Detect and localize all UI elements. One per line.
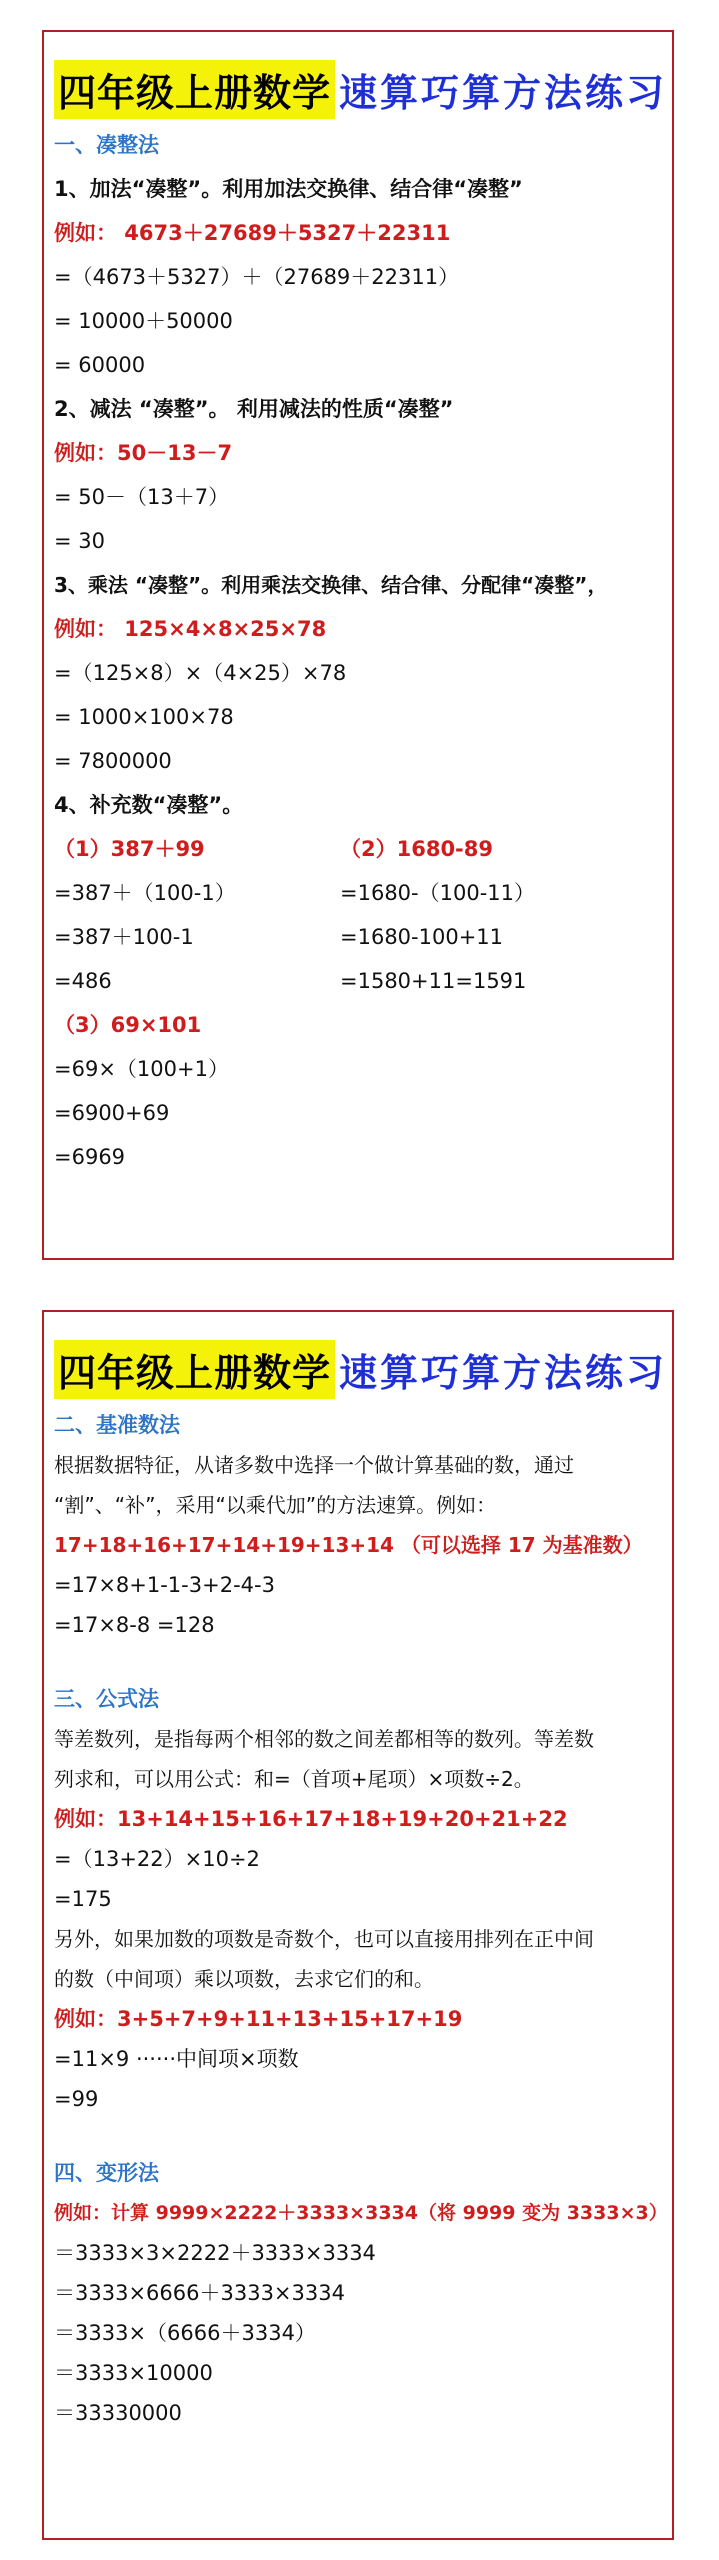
step-line: ＝3333×10000 xyxy=(54,2361,213,2385)
step-line: =（125×8）×（4×25）×78 xyxy=(54,661,347,685)
step-line: ＝33330000 xyxy=(54,2401,182,2425)
text-line: 的数（中间项）乘以项数，去求它们的和。 xyxy=(54,1967,434,1991)
step-line: = 30 xyxy=(54,529,105,553)
step-line: =17×8+1-1-3+2-4-3 xyxy=(54,1573,275,1597)
text-line: 2、减法 “凑整”。 利用减法的性质“凑整” xyxy=(54,397,454,421)
text-line: 另外，如果加数的项数是奇数个，也可以直接用排列在正中间 xyxy=(54,1927,594,1951)
step-line: =486 xyxy=(54,969,112,993)
section-heading: 三、公式法 xyxy=(54,1687,159,1711)
step-line: =（4673＋5327）＋（27689＋22311） xyxy=(54,265,460,289)
example-line: 例如：13+14+15+16+17+18+19+20+21+22 xyxy=(54,1807,568,1831)
step-line: =6900+69 xyxy=(54,1101,170,1125)
text-line: 根据数据特征，从诸多数中选择一个做计算基础的数，通过 xyxy=(54,1453,574,1477)
title-highlight: 四年级上册数学 xyxy=(54,60,335,119)
text-line: 4、补充数“凑整”。 xyxy=(54,793,244,817)
title-highlight: 四年级上册数学 xyxy=(54,1340,335,1399)
step-line: =1680-（100-11） xyxy=(340,881,535,905)
page-title xyxy=(54,1340,667,1399)
example-line: 例如：3+5+7+9+11+13+15+17+19 xyxy=(54,2007,463,2031)
example-line: 17+18+16+17+14+19+13+14 （可以选择 17 为基准数） xyxy=(54,1533,643,1557)
step-line: ＝3333×6666＋3333×3334 xyxy=(54,2281,345,2305)
text-line: 3、乘法 “凑整”。利用乘法交换律、结合律、分配律“凑整”， xyxy=(54,573,608,597)
text-line: “割”、“补”，采用“以乘代加”的方法速算。例如： xyxy=(54,1493,497,1517)
step-line: = 50－（13＋7） xyxy=(54,485,230,509)
section-heading: 四、变形法 xyxy=(54,2161,159,2185)
step-line: =1680-100+11 xyxy=(340,925,504,949)
title-rest: 速算巧算方法练习 xyxy=(339,1350,668,1395)
example-line: 例如： 4673＋27689＋5327＋22311 xyxy=(54,221,451,245)
example-title: （2）1680-89 xyxy=(340,837,493,861)
text-line: 等差数列，是指每两个相邻的数之间差都相等的数列。等差数 xyxy=(54,1727,594,1751)
section-heading: 一、凑整法 xyxy=(54,133,159,157)
title-rest: 速算巧算方法练习 xyxy=(339,70,668,115)
step-line: = 10000＋50000 xyxy=(54,309,233,333)
step-line: =（13+22）×10÷2 xyxy=(54,1847,260,1871)
step-line: =99 xyxy=(54,2087,99,2111)
example-title: （1）387＋99 xyxy=(54,837,205,861)
text-line: 列求和，可以用公式：和=（首项+尾项）×项数÷2。 xyxy=(54,1767,534,1791)
step-line: = 7800000 xyxy=(54,749,172,773)
step-line: =6969 xyxy=(54,1145,126,1169)
step-line: =175 xyxy=(54,1887,112,1911)
example-line: 例如：50－13－7 xyxy=(54,441,233,465)
step-line: =11×9 ······中间项×项数 xyxy=(54,2047,299,2071)
step-line: =1580+11=1591 xyxy=(340,969,527,993)
section-heading: 二、基准数法 xyxy=(54,1413,180,1437)
text-line: 1、加法“凑整”。利用加法交换律、结合律“凑整” xyxy=(54,177,523,201)
step-line: =387＋（100-1） xyxy=(54,881,236,905)
step-line: =69×（100+1） xyxy=(54,1057,229,1081)
example-line: 例如：计算 9999×2222＋3333×3334（将 9999 变为 3333×3） xyxy=(54,2202,668,2224)
step-line: =387＋100-1 xyxy=(54,925,194,949)
worksheet-card-2 xyxy=(42,1310,674,2540)
worksheet-card-1 xyxy=(42,30,674,1260)
example-line: 例如： 125×4×8×25×78 xyxy=(54,617,327,641)
step-line: = 60000 xyxy=(54,353,146,377)
step-line: ＝3333×3×2222＋3333×3334 xyxy=(54,2241,376,2265)
example-title: （3）69×101 xyxy=(54,1013,202,1037)
step-line: =17×8-8 =128 xyxy=(54,1613,215,1637)
step-line: = 1000×100×78 xyxy=(54,705,234,729)
page-title xyxy=(54,60,667,119)
step-line: ＝3333×（6666＋3334） xyxy=(54,2321,316,2345)
